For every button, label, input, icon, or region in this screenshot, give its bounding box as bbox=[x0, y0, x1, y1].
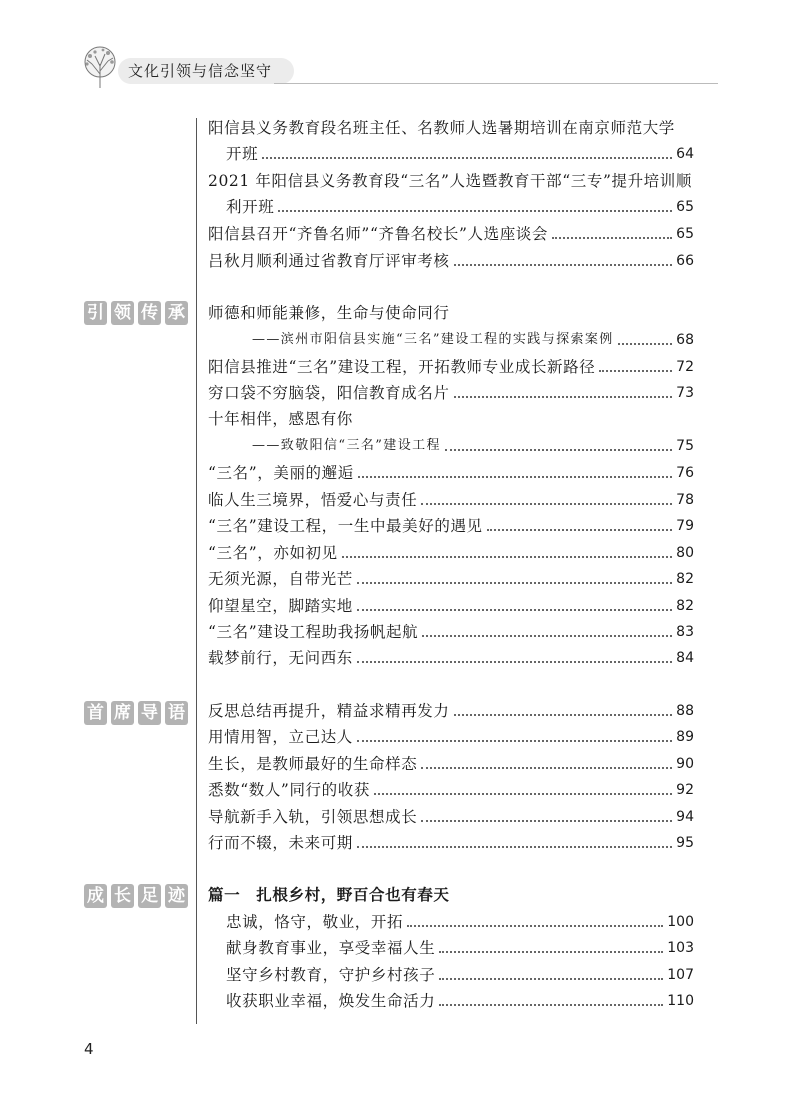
toc-entry[interactable] bbox=[208, 460, 694, 486]
toc-entry-page: 100 bbox=[667, 914, 694, 930]
toc-entry[interactable] bbox=[208, 380, 694, 406]
toc-entry-text: 十年相伴，感恩有你 bbox=[208, 410, 353, 428]
badge-char: 引 bbox=[84, 301, 107, 325]
leader-dots bbox=[357, 845, 672, 848]
toc-entry[interactable] bbox=[208, 698, 694, 724]
leader-dots bbox=[439, 950, 663, 953]
toc-entry-text: 忠诚，恪守，敬业，开拓 bbox=[226, 913, 404, 931]
toc-entry-text: 生长，是教师最好的生命样态 bbox=[208, 755, 418, 773]
toc-entry-text: 仰望星空，脚踏实地 bbox=[208, 597, 353, 615]
page-header bbox=[78, 44, 718, 90]
toc-entry-page: 110 bbox=[667, 993, 694, 1009]
toc-entry-text: 阳信县召开“齐鲁名师”“齐鲁名校长”人选座谈会 bbox=[208, 225, 548, 243]
toc-entry-text: 阳信县义务教育段名班主任、名教师人选暑期培训在南京师范大学 bbox=[208, 119, 675, 137]
leader-dots bbox=[342, 555, 672, 558]
toc-entry-text: 利开班 bbox=[226, 198, 275, 216]
leader-dots bbox=[357, 660, 672, 663]
toc-entry-text: “三名”，亦如初见 bbox=[208, 544, 338, 562]
toc-entry-text: 吕秋月顺利通过省教育厅评审考核 bbox=[208, 252, 450, 270]
toc-part-heading[interactable] bbox=[208, 882, 450, 908]
toc-entry[interactable] bbox=[226, 962, 694, 988]
toc-entry-page: 79 bbox=[676, 518, 694, 534]
section-badge-shouxi bbox=[84, 701, 188, 725]
leader-dots bbox=[599, 369, 672, 372]
toc-entry-page: 72 bbox=[676, 359, 694, 375]
toc-entry[interactable] bbox=[208, 593, 694, 619]
toc-entry[interactable] bbox=[226, 988, 694, 1014]
toc-entry-page: 82 bbox=[676, 571, 694, 587]
toc-entry-text: “三名”建设工程，一生中最美好的遇见 bbox=[208, 517, 483, 535]
toc-entry-page: 66 bbox=[676, 253, 694, 269]
toc-entry[interactable] bbox=[208, 487, 694, 513]
leader-dots bbox=[487, 528, 673, 531]
toc-entry-text: 开班 bbox=[226, 145, 259, 163]
leader-dots bbox=[357, 739, 672, 742]
leader-dots bbox=[421, 819, 672, 822]
toc-entry-text: 坚守乡村教育，守护乡村孩子 bbox=[226, 966, 436, 984]
toc-entry-page: 103 bbox=[667, 940, 694, 956]
badge-char: 迹 bbox=[165, 884, 188, 908]
header-title: 文化引领与信念坚守 bbox=[118, 58, 294, 84]
toc-entry-page: 65 bbox=[676, 226, 694, 242]
toc-entry-page: 82 bbox=[676, 598, 694, 614]
toc-entry-page: 80 bbox=[676, 545, 694, 561]
toc-entry[interactable] bbox=[208, 406, 353, 432]
leader-dots bbox=[407, 924, 663, 927]
section-badge-yinling bbox=[84, 301, 188, 325]
toc-entry[interactable] bbox=[208, 540, 694, 566]
toc-entry-text: ——滨州市阳信县实施“三名”建设工程的实践与探索案例 bbox=[252, 332, 614, 347]
toc-entry-text: 临人生三境界，悟爱心与责任 bbox=[208, 491, 418, 509]
toc-entry[interactable] bbox=[208, 300, 450, 326]
toc-entry[interactable] bbox=[226, 141, 694, 167]
toc-entry[interactable] bbox=[208, 566, 694, 592]
toc-entry[interactable] bbox=[208, 115, 675, 141]
leader-dots bbox=[439, 1003, 663, 1006]
toc-entry-text: 悉数“数人”同行的收获 bbox=[208, 781, 370, 799]
toc-entry[interactable] bbox=[208, 221, 694, 247]
toc-entry[interactable] bbox=[226, 194, 694, 220]
toc-entry[interactable] bbox=[208, 751, 694, 777]
page-number: 4 bbox=[84, 1040, 94, 1058]
leader-dots bbox=[422, 634, 672, 637]
toc-entry-text: 阳信县推进“三名”建设工程，开拓教师专业成长新路径 bbox=[208, 358, 596, 376]
leader-dots bbox=[454, 713, 673, 716]
toc-entry-text: 收获职业幸福，焕发生命活力 bbox=[226, 992, 436, 1010]
toc-entry-text: 用情用智，立己达人 bbox=[208, 728, 353, 746]
toc-entry-page: 88 bbox=[676, 703, 694, 719]
toc-entry-text: “三名”，美丽的邂逅 bbox=[208, 464, 354, 482]
toc-entry[interactable] bbox=[208, 804, 694, 830]
toc-entry-text: 献身教育事业，享受幸福人生 bbox=[226, 939, 436, 957]
leader-dots bbox=[357, 581, 672, 584]
header-rule bbox=[274, 83, 718, 84]
tree-logo-icon bbox=[78, 44, 122, 90]
toc-entry-page: 89 bbox=[676, 729, 694, 745]
toc-entry-text: 行而不辍，未来可期 bbox=[208, 834, 353, 852]
badge-char: 成 bbox=[84, 884, 107, 908]
toc-entry[interactable] bbox=[208, 248, 694, 274]
toc-entry-text: 导航新手入轨，引领思想成长 bbox=[208, 808, 418, 826]
leader-dots bbox=[439, 977, 663, 980]
toc-entry[interactable] bbox=[208, 830, 694, 856]
toc-entry-page: 73 bbox=[676, 385, 694, 401]
badge-char: 语 bbox=[165, 701, 188, 725]
leader-dots bbox=[445, 448, 672, 451]
badge-char: 导 bbox=[138, 701, 161, 725]
toc-entry-text: ——致敬阳信“三名”建设工程 bbox=[252, 438, 441, 453]
toc-entry-page: 84 bbox=[676, 650, 694, 666]
toc-entry-text: 无须光源，自带光芒 bbox=[208, 570, 353, 588]
leader-dots bbox=[454, 395, 673, 398]
section-badge-chengzhang bbox=[84, 884, 188, 908]
toc-entry[interactable] bbox=[208, 777, 694, 803]
toc-entry-text: 穷口袋不穷脑袋，阳信教育成名片 bbox=[208, 384, 450, 402]
toc-entry[interactable] bbox=[226, 935, 694, 961]
toc-entry-text: “三名”建设工程助我扬帆起航 bbox=[208, 623, 419, 641]
vertical-divider bbox=[196, 118, 197, 1024]
badge-char: 传 bbox=[138, 301, 161, 325]
toc-entry-page: 94 bbox=[676, 809, 694, 825]
leader-dots bbox=[552, 236, 672, 239]
leader-dots bbox=[262, 156, 672, 159]
badge-char: 足 bbox=[138, 884, 161, 908]
toc-entry-page: 76 bbox=[676, 465, 694, 481]
leader-dots bbox=[618, 342, 672, 345]
toc-entry[interactable] bbox=[208, 168, 692, 194]
toc-entry-page: 75 bbox=[676, 438, 694, 454]
toc-entry[interactable] bbox=[208, 724, 694, 750]
badge-char: 承 bbox=[165, 301, 188, 325]
badge-char: 首 bbox=[84, 701, 107, 725]
toc-entry-text: 2021 年阳信县义务教育段“三名”人选暨教育干部“三专”提升培训顺 bbox=[208, 172, 692, 190]
leader-dots bbox=[358, 475, 672, 478]
leader-dots bbox=[357, 608, 672, 611]
toc-entry-text: 篇一 扎根乡村，野百合也有春天 bbox=[208, 886, 450, 904]
toc-entry-page: 68 bbox=[676, 332, 694, 348]
toc-entry-text: 师德和师能兼修，生命与使命同行 bbox=[208, 304, 450, 322]
toc-entry[interactable] bbox=[208, 354, 694, 380]
toc-entry-page: 107 bbox=[667, 967, 694, 983]
leader-dots bbox=[374, 792, 672, 795]
leader-dots bbox=[278, 209, 672, 212]
toc-entry-text: 反思总结再提升，精益求精再发力 bbox=[208, 702, 450, 720]
leader-dots bbox=[454, 263, 673, 266]
toc-entry-subtitle[interactable] bbox=[252, 327, 694, 353]
toc-entry-page: 95 bbox=[676, 835, 694, 851]
toc-entry-text: 载梦前行，无问西东 bbox=[208, 649, 353, 667]
toc-entry[interactable] bbox=[208, 513, 694, 539]
toc-entry[interactable] bbox=[226, 909, 694, 935]
toc-entry-subtitle[interactable] bbox=[252, 433, 694, 459]
badge-char: 领 bbox=[111, 301, 134, 325]
leader-dots bbox=[421, 502, 672, 505]
toc-entry[interactable] bbox=[208, 645, 694, 671]
toc-entry-page: 65 bbox=[676, 199, 694, 215]
badge-char: 长 bbox=[111, 884, 134, 908]
badge-char: 席 bbox=[111, 701, 134, 725]
leader-dots bbox=[421, 766, 672, 769]
toc-entry-page: 78 bbox=[676, 492, 694, 508]
toc-entry[interactable] bbox=[208, 619, 694, 645]
toc-entry-page: 64 bbox=[676, 146, 694, 162]
toc-entry-page: 90 bbox=[676, 756, 694, 772]
toc-entry-page: 92 bbox=[676, 782, 694, 798]
toc-entry-page: 83 bbox=[676, 624, 694, 640]
